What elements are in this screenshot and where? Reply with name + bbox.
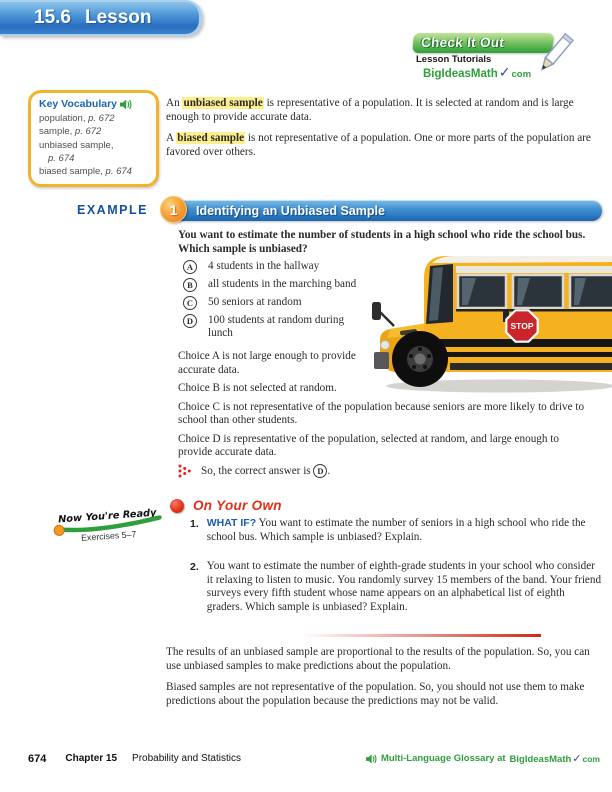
glossary-text: Multi-Language Glossary at [380, 753, 506, 764]
vocab-item-unbiased-sample [39, 139, 149, 166]
key-vocabulary-box [28, 90, 159, 187]
closing-paragraph-2: Biased samples are not representative of the population. So, you should not use them to make predictions about the population because the predictions may not be valid. [166, 681, 585, 707]
choice-letter-b: B [183, 278, 197, 292]
choice-c [183, 296, 358, 310]
closing-text [166, 646, 593, 708]
question-1 [190, 517, 602, 544]
choice-a [183, 260, 358, 274]
now-youre-ready-badge [47, 507, 169, 545]
now-youre-ready-label: Now You're Ready [57, 507, 157, 526]
choice-d-text: 100 students at random during lunch [208, 314, 345, 339]
on-your-own-title: On Your Own [193, 498, 282, 513]
highlighted-term-biased-sample: biased sample [177, 132, 245, 144]
chapter-label: Chapter 15 [65, 753, 118, 764]
red-dot-icon [170, 499, 184, 513]
choice-letter-a: A [183, 260, 197, 274]
intro-text [166, 97, 592, 159]
conclusion-text [201, 464, 330, 478]
glossary-site [510, 752, 600, 765]
lesson-number: 15.6 [34, 7, 71, 28]
example-number-badge: 1 [160, 196, 187, 223]
check-it-out-ribbon: Check It Out [412, 33, 554, 53]
question-1-text [207, 517, 602, 544]
exercises-ref: Exercises 5–7 [80, 529, 137, 543]
example-title: Identifying an Unbiased Sample [196, 203, 385, 218]
intro-paragraph-biased [166, 132, 592, 159]
explanation-c: Choice C is not representative of the population because seniors are more likely to drive to school than other students. [178, 400, 585, 426]
highlighted-term-unbiased-sample: unbiased sample [183, 97, 263, 109]
glossary-link [366, 752, 600, 765]
stop-sign-text: STOP [510, 321, 534, 331]
key-vocabulary-title-text: Key Vocabulary [39, 98, 118, 110]
key-vocabulary-title [39, 98, 149, 110]
explanation-d: Choice D is representative of the population, selected at random, and large enough to provide accurate data. [178, 432, 559, 458]
choice-letter-d: D [183, 314, 197, 328]
red-divider-line [302, 634, 541, 637]
checkmark-icon: ✓ [498, 65, 511, 81]
site-name: BigIdeasMath [423, 68, 498, 80]
checkmark-icon: ✓ [572, 752, 582, 765]
question-1-number: 1. [190, 518, 199, 530]
example-title-bar [174, 200, 602, 221]
intro-p1-post: is representative of a population. It is selected at random and is large enough to provide accurate data. [166, 97, 574, 123]
vocab-page-ref: p. 672 [88, 113, 115, 124]
question-2-text: You want to estimate the number of eighth-grade students in your school who consider it relaxing to listen to music. You randomly survey 15 members of the band. Your friend surveys every fifth student whose name appears on an alphabetical list of eighth graders. Which sample is unbiased? Explain. [206, 560, 602, 613]
lesson-banner [0, 0, 202, 36]
vocab-page-ref: p. 674 [105, 166, 132, 178]
intro-paragraph-unbiased [166, 97, 592, 124]
vocab-term: sample, [39, 126, 73, 138]
conclusion-line [178, 463, 330, 478]
answer-letter-circle: D [313, 464, 327, 478]
what-if-label: WHAT IF? [206, 517, 257, 529]
intro-p2-pre: A [166, 132, 177, 144]
choice-d [183, 314, 358, 340]
vocab-item-sample [39, 125, 149, 138]
answer-arrow-icon [178, 464, 192, 478]
question-2 [190, 560, 602, 614]
page-footer [28, 752, 600, 765]
check-it-out-badge [413, 33, 571, 81]
vocab-term: population, [39, 113, 86, 124]
intro-p2-post: is not representative of a population. One or more parts of the population are favored over others. [166, 132, 591, 158]
speaker-icon [120, 99, 132, 110]
choice-a-text: 4 students in the hallway [208, 260, 320, 272]
example-question: You want to estimate the number of students in a high school who ride the school bus. Which sample is unbiased? [178, 229, 586, 255]
example-eyebrow: EXAMPLE [77, 203, 148, 217]
glossary-site-name: BigIdeasMath [509, 754, 572, 765]
page-number: 674 [28, 752, 47, 765]
chapter-title: Probability and Statistics [132, 753, 241, 764]
vocab-page-ref: p. 672 [74, 126, 102, 138]
speaker-icon [366, 754, 377, 764]
glossary-site-tld: com [582, 754, 600, 764]
conclusion-post: . [327, 464, 331, 477]
question-2-number: 2. [190, 561, 199, 573]
explanation-b: Choice B is not selected at random. [178, 382, 337, 394]
choice-explanations [178, 350, 592, 460]
conclusion-pre: So, the correct answer is [201, 464, 311, 477]
closing-paragraph-1: The results of an unbiased sample are proportional to the results of the population. So, you can use unbiased samples to make predictions about the population. [166, 646, 590, 672]
pencil-icon [535, 29, 575, 79]
vocab-term: biased sample, [39, 166, 103, 178]
intro-p1-pre: An [166, 97, 183, 109]
vocab-term: unbiased sample, [39, 139, 114, 151]
choice-b-text: all students in the marching band [208, 278, 357, 290]
lesson-label: Lesson [84, 7, 152, 28]
on-your-own-header [170, 498, 282, 513]
answer-choices [183, 260, 358, 344]
choice-c-text: 50 seniors at random [208, 296, 302, 308]
choice-b [183, 278, 358, 292]
vocab-page-ref: p. 674 [48, 152, 75, 164]
lesson-tutorials-label: Lesson Tutorials [416, 54, 492, 65]
question-1-body: You want to estimate the number of seniors in a high school who ride the school bus. Which sample is unbiased? Explain. [206, 517, 586, 543]
vocab-list [39, 112, 149, 178]
vocab-item-population [39, 112, 149, 125]
explanation-a: Choice A is not large enough to provide accurate data. [178, 350, 356, 376]
choice-letter-c: C [183, 296, 197, 310]
vocab-item-biased-sample [39, 165, 149, 178]
site-tld: com [511, 69, 532, 80]
